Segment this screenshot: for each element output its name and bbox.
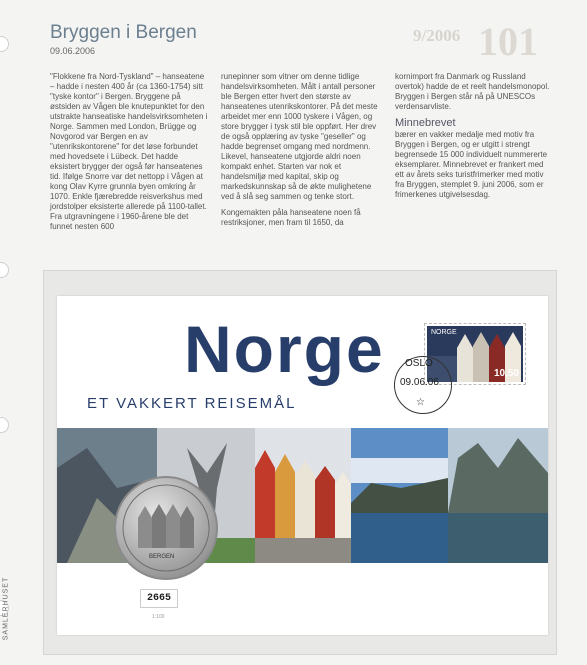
binder-hole — [0, 262, 9, 278]
issue-number: 9/2006 — [413, 26, 461, 45]
envelope-headline: Norge — [184, 312, 385, 386]
photo-mountain-lake — [448, 428, 548, 563]
serial-number: 2665 — [140, 589, 178, 608]
column-text: runepinner som vitner om denne tidlige handelsvirksomheten. Målt i antall personer ble Bergen etter hvert den største av hanseatenes utenrikskontorer. På det meste arbeidet mer enn 1000 tyskere i Vågen, og store brygger i tysk stil ble oppført. Her drev de også opplæring av tyske "geseller" og hadde begrenset omgang med nordmenn. Likevel, hanseatene utgjorde aldri noen kompakt enhet. Starten var nok et handelsmiljø med kapital, skip og markedskunnskap så de økte mulighetene ved å slå seg sammen og tenke stort. — [221, 72, 378, 201]
fine-print: 1:100 — [152, 614, 165, 620]
postmark-star-icon: ☆ — [416, 397, 425, 408]
page-title: Bryggen i Bergen — [50, 22, 197, 43]
text-column-1 — [50, 72, 210, 238]
column-text: bærer en vakker medalje med motiv fra Bryggen i Bergen, og er utgitt i strengt begrensede 15 000 individuelt nummererte eksemplarer. Minnebrevet er frankert med ett av årets seks turistfrimerker med motiv fra Bryggen, stemplet 9. juni 2006, som er frimerkenes utgivelsesdag. — [395, 130, 548, 199]
medal-inscription: BERGEN — [149, 554, 175, 560]
cover-envelope — [57, 296, 548, 635]
sheet-number: 101 — [478, 19, 538, 64]
envelope-subtitle: ET VAKKERT REISEMÅL — [87, 395, 297, 412]
brand-label: SAMLERHUSET — [2, 576, 10, 641]
column-text: Kongemakten påla hanseatene noen få restriksjoner, men fram til 1650, da — [221, 208, 361, 227]
binder-hole — [0, 36, 9, 52]
stamp-value: 10,50 — [493, 368, 519, 379]
page-date: 09.06.2006 — [50, 46, 96, 56]
binder-hole — [0, 417, 9, 433]
column-text: kornimport fra Danmark og Russland overtok) hadde de et reelt handelsmonopol. Bryggen i Bergen står nå på UNESCOs verdensarvliste. — [395, 72, 550, 111]
column-text: "Flokkene fra Nord-Tyskland" – hanseatene – hadde i nesten 400 år (ca 1360-1754) sitt "tyske kontor" i Bergen. Bryggene på østsiden av Vågen ble knutepunktet for den utstrakte hanseatiske handelsvirksomheten i Norge. Sammen med London, Brügge og Novgorod var Bergen en av "utenrikskontorene" for det løse forbundet med hovedsete i Lübeck. Det hadde eksistert brygger der også før hanseatenes tid. Ifølge Snorre var det nettopp i Vågen at kong Olav Kyrre grunnla byen omkring år 1070. Enkle fjærebredde reisverkshus med jordstolper eksisterte allerede på 1100-tallet. Fra utgravningene i 1960-årene ble det funnet nesten 600 — [50, 72, 208, 231]
text-column-3 — [395, 72, 553, 206]
commemorative-medal — [114, 476, 218, 580]
stamp-country: NORGE — [431, 329, 457, 336]
photo-bryggen-houses — [255, 428, 351, 563]
medal-bryggen-relief — [116, 478, 216, 578]
photo-harbour — [351, 428, 448, 563]
section-heading: Minnebrevet — [395, 117, 456, 129]
postmark-city: OSLO — [405, 358, 433, 369]
text-column-2 — [221, 72, 381, 234]
postmark-date: 09.06.06 — [400, 377, 439, 388]
